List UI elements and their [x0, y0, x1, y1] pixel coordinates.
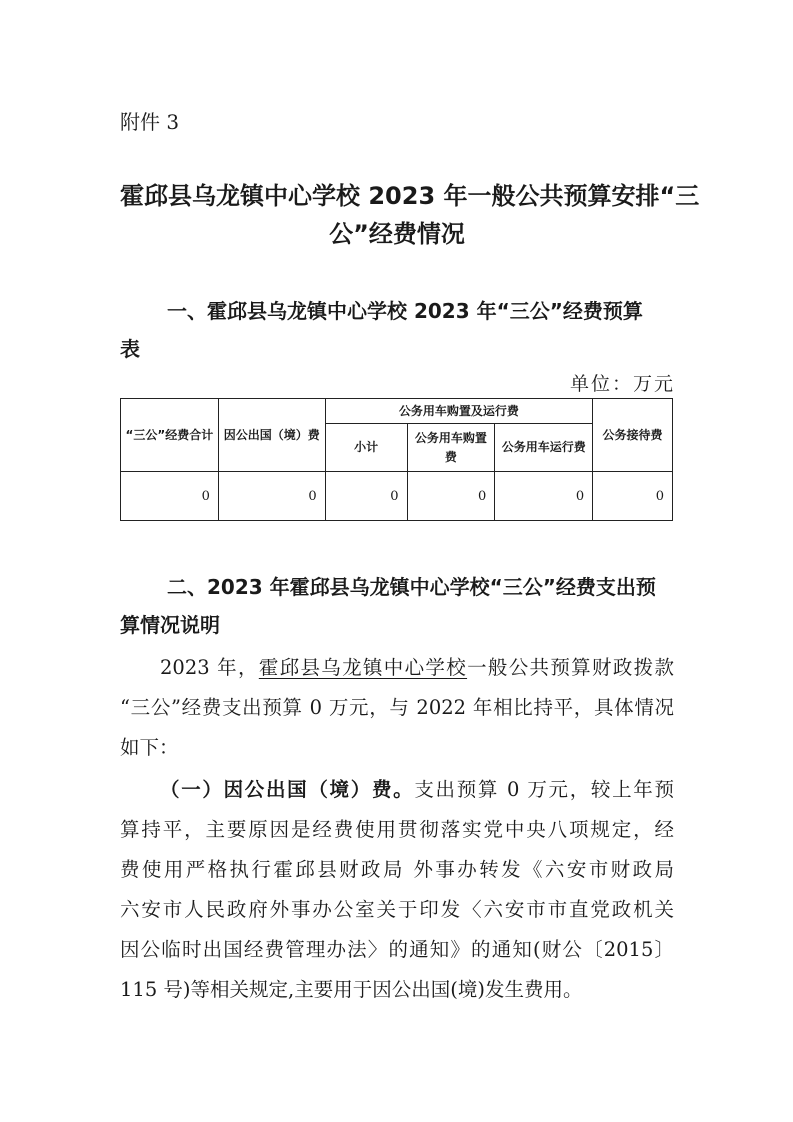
cell-reception: 0 [593, 472, 673, 521]
paragraph-abroad-line-1 [120, 770, 674, 810]
cell-purchase: 0 [407, 472, 495, 521]
cell-subtotal: 0 [325, 472, 407, 521]
paragraph-abroad-line-3: 费使用严格执行霍邱县财政局 外事办转发《六安市财政局 [120, 858, 674, 881]
section-1-heading: 一、霍邱县乌龙镇中心学校 2023 年“三公”经费预算 [167, 299, 643, 323]
text-year: 2023 年， [160, 656, 259, 679]
text-appropriation: 一般公共预算财政拨款 [467, 656, 674, 679]
paragraph-overview-line-2: “三公”经费支出预算 0 万元，与 2022 年相比持平，具体情况 [120, 696, 674, 719]
table-row [121, 472, 673, 521]
paragraph-overview [120, 648, 674, 768]
paragraph-abroad-line-5: 因公临时出国经费管理办法〉的通知》的通知(财公〔2015〕 [120, 938, 674, 961]
header-total: “三公”经费合计 [121, 399, 219, 472]
unit-name: 霍邱县乌龙镇中心学校 [258, 656, 468, 679]
paragraph-abroad-line-2: 算持平，主要原因是经费使用贯彻落实党中央八项规定，经 [120, 818, 674, 841]
section-2-heading: 二、2023 年霍邱县乌龙镇中心学校“三公”经费支出预 [167, 575, 656, 599]
document-title-line-2: 公”经费情况 [329, 220, 465, 248]
section-1-heading-cont: 表 [120, 337, 140, 361]
document-title-line-1: 霍邱县乌龙镇中心学校 2023 年一般公共预算安排“三 [120, 182, 700, 210]
cell-total: 0 [121, 472, 219, 521]
cell-abroad: 0 [218, 472, 325, 521]
annex-label: 附件 3 [120, 110, 180, 134]
paragraph-overview-line-1 [120, 648, 674, 688]
paragraph-abroad [120, 770, 674, 1010]
header-subtotal: 小计 [325, 424, 407, 472]
paragraph-overview-line-3: 如下： [120, 736, 179, 759]
budget-table [120, 398, 673, 521]
cell-operation: 0 [495, 472, 593, 521]
subheading-abroad: （一）因公出国（境）费。 [160, 778, 415, 801]
text-abroad-budget: 支出预算 0 万元，较上年预 [414, 778, 674, 801]
header-vehicle-group: 公务用车购置及运行费 [325, 399, 592, 424]
paragraph-abroad-line-4: 六安市人民政府外事办公室关于印发〈六安市市直党政机关 [120, 898, 674, 921]
header-abroad: 因公出国（境）费 [218, 399, 325, 472]
unit-label: 单位：万元 [569, 373, 675, 395]
paragraph-abroad-line-6: 115 号)等相关规定,主要用于因公出国(境)发生费用。 [120, 978, 583, 1001]
section-2-heading-cont: 算情况说明 [120, 613, 220, 637]
header-purchase: 公务用车购置费 [407, 424, 495, 472]
header-operation: 公务用车运行费 [495, 424, 593, 472]
header-reception: 公务接待费 [593, 399, 673, 472]
